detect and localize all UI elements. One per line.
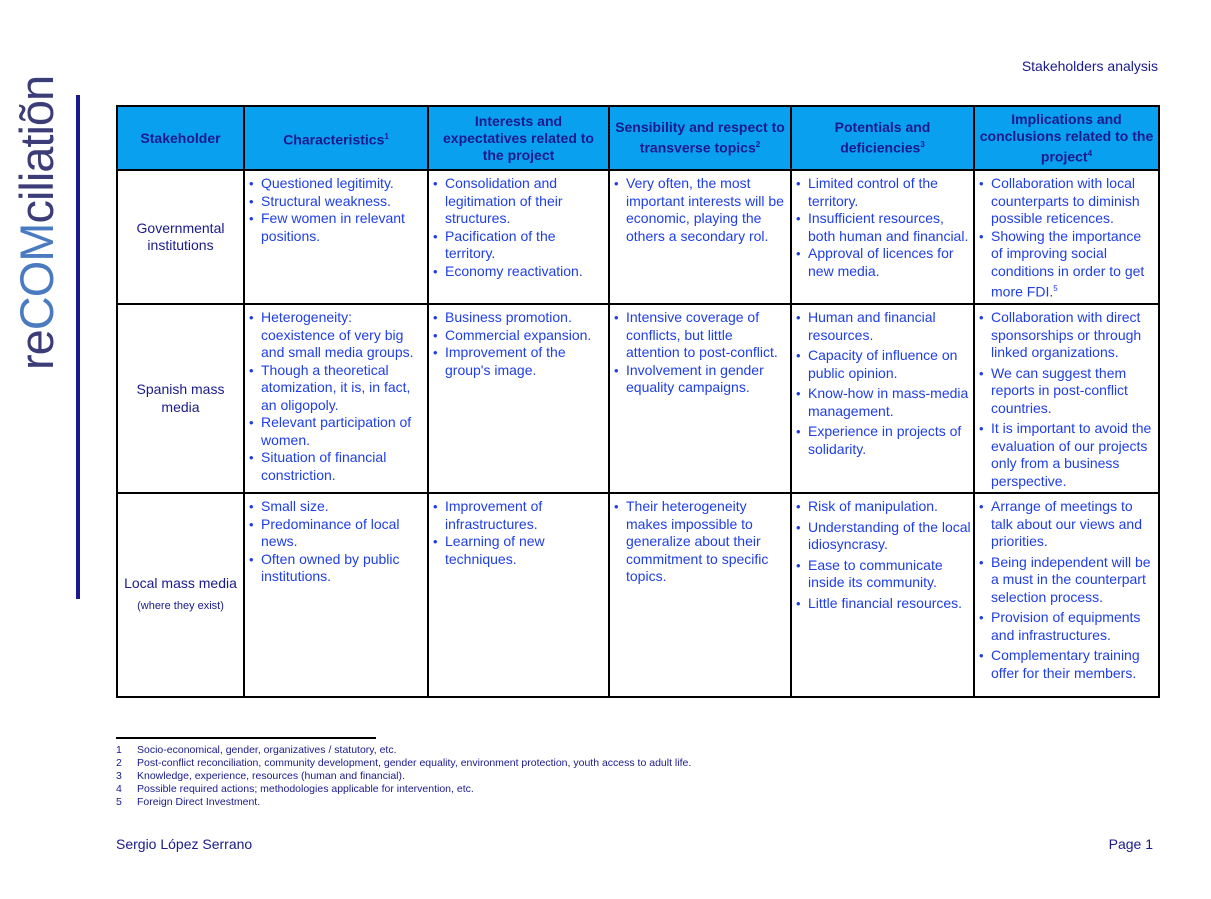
- list-item: [978, 309, 1156, 362]
- footnote: [116, 744, 691, 757]
- column-header: [428, 106, 609, 170]
- list-item-text: Know-how in mass-media management.: [808, 385, 969, 419]
- table-header-row: [117, 106, 1159, 170]
- list-item: [248, 449, 425, 484]
- list-item: [432, 228, 606, 263]
- footnote: [116, 757, 691, 770]
- list-item-text: Very often, the most important interests will be economic, playing the others a secondary rol.: [626, 175, 784, 244]
- list-item-text: Often owned by public institutions.: [261, 550, 400, 585]
- list-item: [613, 175, 788, 245]
- footer-page-number: Page 1: [1108, 836, 1153, 852]
- list-item: [432, 344, 606, 379]
- list-item: [432, 263, 606, 281]
- list-item-text: Business promotion.: [445, 309, 572, 326]
- list-item: [432, 309, 606, 327]
- table-row: [117, 304, 1159, 493]
- interests-cell: [428, 493, 609, 697]
- bullet-list: [795, 309, 971, 458]
- bullet-list: [978, 175, 1156, 301]
- list-item-text: Provision of equipments and infrastructures.: [991, 609, 1141, 643]
- sensibility-cell: [609, 170, 791, 304]
- list-item: [248, 175, 425, 193]
- list-item: [978, 498, 1156, 551]
- list-item-text: Human and financial resources.: [808, 309, 936, 343]
- list-item-text: It is important to avoid the evaluation of our projects only from a business perspective.: [991, 420, 1152, 489]
- list-item: [978, 554, 1156, 607]
- list-item-text: Learning of new techniques.: [445, 533, 545, 567]
- stakeholder-name: Spanish mass media: [136, 381, 225, 415]
- footnote-ref: 4: [1087, 148, 1093, 158]
- list-item-text: Commercial expansion.: [445, 326, 592, 343]
- potentials-cell: [791, 304, 974, 493]
- column-header-label: Potentials and deficiencies: [834, 119, 931, 156]
- stakeholder-note: (where they exist): [137, 600, 224, 613]
- list-item: [613, 362, 788, 397]
- list-item: [248, 551, 425, 586]
- list-item-text: Showing the importance of improving social conditions in order to get more FDI.: [991, 227, 1145, 300]
- potentials-cell: [791, 170, 974, 304]
- footnotes: [116, 744, 691, 809]
- footer-author: Sergio López Serrano: [116, 836, 253, 852]
- column-header-label: Implications and conclusions related to the project: [979, 110, 1154, 165]
- column-header-label: Sensibility and respect to transverse topics: [615, 119, 785, 156]
- column-header-label: Stakeholder: [140, 129, 221, 146]
- list-item: [795, 595, 971, 613]
- list-item: [978, 228, 1156, 302]
- footnote-ref: 2: [755, 140, 761, 150]
- list-item: [795, 519, 971, 554]
- list-item-text: Questioned legitimity.: [261, 175, 394, 191]
- list-item: [795, 347, 971, 382]
- footnote-text: Socio-economical, gender, organizatives / statutory, etc.: [137, 744, 397, 756]
- footnote: [116, 770, 691, 783]
- logo-part-rest: ciliatiõn: [10, 75, 63, 224]
- list-item-text: Insufficient resources, both human and financial.: [808, 210, 969, 244]
- list-item-text: Risk of manipulation.: [808, 498, 938, 515]
- bullet-list: [248, 309, 425, 484]
- bullet-list: [978, 498, 1156, 682]
- list-item-text: Though a theoretical atomization, it is, in fact, an oligopoly.: [261, 361, 411, 413]
- list-item: [248, 210, 425, 245]
- bullet-list: [432, 175, 606, 280]
- bullet-list: [613, 498, 788, 586]
- interests-cell: [428, 304, 609, 493]
- list-item-text: Complementary training offer for their members.: [991, 647, 1140, 681]
- potentials-cell: [791, 493, 974, 697]
- list-item: [795, 557, 971, 592]
- list-item-text: Limited control of the territory.: [808, 175, 938, 209]
- list-item: [978, 175, 1156, 228]
- list-item: [795, 245, 971, 280]
- column-header: [974, 106, 1159, 170]
- footnote-text: Possible required actions; methodologies applicable for intervention, etc.: [137, 783, 474, 795]
- list-item-text: Being independent will be a must in the counterpart selection process.: [991, 553, 1151, 605]
- list-item-text: Arrange of meetings to talk about our views and priorities.: [991, 498, 1142, 550]
- list-item: [978, 365, 1156, 418]
- list-item: [248, 309, 425, 362]
- footnote: [116, 796, 691, 809]
- list-item: [613, 498, 788, 586]
- column-header: [609, 106, 791, 170]
- bullet-list: [248, 175, 425, 245]
- list-item: [795, 210, 971, 245]
- bullet-list: [432, 498, 606, 568]
- list-item: [248, 414, 425, 449]
- page-header-title: Stakeholders analysis: [1021, 58, 1158, 74]
- list-item: [432, 175, 606, 228]
- bullet-list: [248, 498, 425, 586]
- list-item-text: Approval of licences for new media.: [808, 245, 954, 279]
- list-item-text: Collaboration with direct sponsorships or through linked organizations.: [991, 309, 1142, 361]
- list-item: [978, 647, 1156, 682]
- list-item-text: Economy reactivation.: [445, 262, 583, 279]
- footnote-number: 5: [116, 796, 122, 808]
- interests-cell: [428, 170, 609, 304]
- bullet-list: [978, 309, 1156, 490]
- footnote-text: Foreign Direct Investment.: [137, 796, 261, 808]
- list-item-text: Small size.: [261, 498, 329, 515]
- list-item-text: Relevant participation of women.: [261, 414, 412, 448]
- stakeholders-table: [116, 105, 1160, 698]
- implications-cell: [974, 493, 1159, 697]
- table-row: [117, 493, 1159, 697]
- logo-part-com: COM: [10, 223, 63, 331]
- bullet-list: [613, 309, 788, 397]
- footnote: [116, 783, 691, 796]
- column-header-label: Characteristics: [283, 131, 385, 148]
- list-item-text: Situation of financial constriction.: [261, 449, 387, 483]
- list-item: [248, 362, 425, 415]
- footnote-number: 1: [116, 744, 122, 756]
- list-item: [432, 533, 606, 568]
- stakeholder-name: Local mass media: [124, 574, 237, 591]
- list-item-text: Improvement of the group's image.: [445, 344, 566, 378]
- footnote-number: 3: [116, 770, 122, 782]
- list-item-text: Involvement in gender equality campaigns.: [626, 361, 764, 396]
- list-item: [795, 309, 971, 344]
- implications-cell: [974, 304, 1159, 493]
- list-item-text: Improvement of infrastructures.: [445, 498, 543, 532]
- list-item-text: Ease to communicate inside its community.: [808, 556, 943, 591]
- list-item: [432, 327, 606, 345]
- list-item-text: Structural weakness.: [261, 192, 391, 209]
- list-item: [432, 498, 606, 533]
- footnote-text: Knowledge, experience, resources (human and financial).: [137, 770, 405, 782]
- list-item-text: Little financial resources.: [808, 594, 963, 611]
- list-item: [978, 609, 1156, 644]
- logo-vertical-rule: [76, 95, 80, 599]
- stakeholder-cell: [117, 170, 244, 304]
- footnote-ref: 3: [920, 140, 925, 150]
- list-item-text: Intensive coverage of conflicts, but little attention to post-conflict.: [626, 309, 778, 361]
- column-header: [117, 106, 244, 170]
- list-item: [795, 498, 971, 516]
- bullet-list: [613, 175, 788, 245]
- footnote-separator: [116, 737, 376, 739]
- column-header-label: Interests and expectatives related to the project: [443, 112, 594, 163]
- list-item: [248, 498, 425, 516]
- list-item-text: Few women in relevant positions.: [261, 210, 405, 244]
- footnote-ref: 5: [1053, 284, 1058, 293]
- list-item-text: Experience in projects of solidarity.: [808, 423, 962, 457]
- column-header: [244, 106, 428, 170]
- list-item: [795, 385, 971, 420]
- stakeholder-name: Governmental institutions: [136, 219, 225, 254]
- stakeholder-cell: [117, 493, 244, 697]
- footnote-text: Post-conflict reconciliation, community development, gender equality, environment protection, youth access to adult life.: [137, 757, 692, 769]
- list-item: [978, 420, 1156, 490]
- footnote-ref: 1: [384, 131, 389, 141]
- bullet-list: [795, 498, 971, 612]
- sensibility-cell: [609, 493, 791, 697]
- sensibility-cell: [609, 304, 791, 493]
- characteristics-cell: [244, 493, 428, 697]
- implications-cell: [974, 170, 1159, 304]
- logo-part-re: re: [10, 330, 63, 370]
- characteristics-cell: [244, 304, 428, 493]
- footnote-number: 4: [116, 783, 122, 795]
- stakeholder-cell: [117, 304, 244, 493]
- list-item-text: Understanding of the local idiosyncrasy.: [808, 518, 971, 553]
- bullet-list: [432, 309, 606, 379]
- bullet-list: [795, 175, 971, 280]
- footnote-number: 2: [116, 757, 122, 769]
- list-item: [248, 516, 425, 551]
- list-item: [795, 175, 971, 210]
- list-item-text: Predominance of local news.: [261, 515, 400, 550]
- list-item-text: Pacification of the territory.: [445, 227, 556, 261]
- list-item: [248, 193, 425, 211]
- characteristics-cell: [244, 170, 428, 304]
- list-item-text: Consolidation and legitimation of their structures.: [445, 175, 563, 226]
- table-row: [117, 170, 1159, 304]
- list-item: [795, 423, 971, 458]
- list-item: [613, 309, 788, 362]
- list-item-text: Capacity of influence on public opinion.: [808, 347, 958, 381]
- list-item-text: Their heterogeneity makes impossible to generalize about their commitment to specific topics.: [626, 498, 769, 585]
- column-header: [791, 106, 974, 170]
- recomciliation-logo: [10, 75, 63, 370]
- list-item-text: Heterogeneity: coexistence of very big and small media groups.: [261, 309, 414, 361]
- list-item-text: Collaboration with local counterparts to diminish possible reticences.: [991, 175, 1140, 226]
- list-item-text: We can suggest them reports in post-conflict countries.: [991, 364, 1128, 416]
